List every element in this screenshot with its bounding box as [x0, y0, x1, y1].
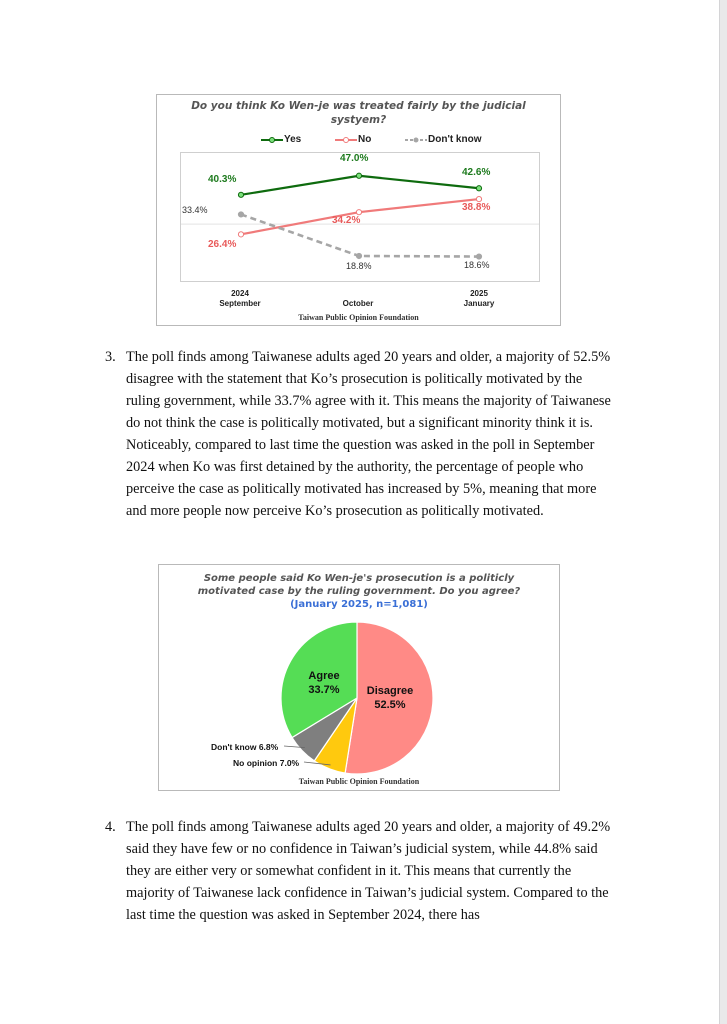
paragraph-3-number: 3. [105, 349, 116, 365]
data-label-dont-know-0: 33.4% [182, 205, 208, 216]
legend-no [335, 134, 371, 145]
pie-chart-subtitle: (January 2025, n=1,081) [290, 599, 428, 610]
pie-label-agree [299, 669, 349, 697]
legend-dont-know [405, 134, 481, 145]
pie-chart-title-line1: Some people said Ko Wen-je's prosecution is a politicly [203, 573, 515, 584]
point-dont-know-0 [238, 212, 243, 217]
line-chart-figure [156, 94, 561, 326]
pie-chart-source: Taiwan Public Opinion Foundation [298, 777, 420, 786]
pie-label-disagree [358, 684, 422, 712]
point-dont-know-2 [476, 254, 481, 259]
legend-no-marker [335, 136, 357, 144]
pie-label-disagree-value: 52.5% [374, 699, 406, 711]
line-chart-source: Taiwan Public Opinion Foundation [298, 313, 419, 322]
pie-label-no-opinion: No opinion 7.0% [233, 758, 300, 768]
pie-chart-figure [158, 564, 560, 791]
legend-yes [261, 134, 301, 145]
pie-chart-svg [159, 565, 559, 790]
point-dont-know-1 [356, 253, 361, 258]
x-label-month-september: September [219, 299, 261, 308]
data-label-no-0: 26.4% [208, 239, 237, 251]
paragraph-4-text: The poll finds among Taiwanese adults aged 20 years and older, a majority of 49.2% said they have few or no confidence in Taiwan’s judicial system, while 44.8% said they are either very or somewhat confident in it. This means that currently the majority of Taiwanese lack confidence in Taiwan’s judicial system. Compared to the last time the question was asked in September 2024, there has [126, 819, 611, 923]
x-label-month-october: October [342, 299, 374, 308]
paragraph-3 [105, 346, 615, 522]
x-label-2025-january [444, 289, 514, 309]
paragraph-4-number: 4. [105, 819, 116, 835]
pie-label-disagree-name: Disagree [366, 685, 414, 697]
data-label-yes-2: 42.6% [462, 167, 491, 179]
point-no-0 [238, 232, 243, 237]
data-label-dont-know-2: 18.6% [464, 259, 490, 270]
line-chart-title [157, 99, 560, 127]
legend-yes-marker [261, 136, 283, 144]
data-label-no-1: 34.2% [332, 215, 361, 227]
pie-chart-title-line2: motivated case by the ruling government. Do you agree? [197, 586, 521, 597]
data-label-yes-0: 40.3% [208, 173, 237, 185]
x-label-year-blank [323, 289, 393, 299]
data-label-yes-1: 47.0% [340, 152, 369, 164]
point-no-1 [356, 210, 361, 215]
legend-no-label: No [358, 134, 372, 145]
line-chart-title-line1: Do you think Ko Wen-je was treated fairly by the judicial [191, 100, 526, 112]
point-yes-0 [238, 192, 243, 197]
line-chart-title-line2: systyem? [330, 114, 387, 126]
x-label-month-january: January [463, 299, 495, 308]
paragraph-4 [105, 816, 615, 926]
data-label-no-2: 38.8% [462, 202, 491, 214]
point-no-2 [476, 196, 481, 201]
point-yes-1 [356, 173, 361, 178]
pie-label-dont-know: Don't know 6.8% [211, 742, 279, 752]
pie-label-agree-value: 33.7% [308, 684, 340, 696]
legend-dont-know-label: Don't know [428, 134, 482, 145]
legend-yes-label: Yes [284, 134, 302, 145]
x-label-2024-september [205, 289, 275, 309]
data-label-dont-know-1: 18.8% [346, 260, 372, 271]
x-label-year-2025: 2025 [470, 289, 488, 298]
legend-dont-know-marker [405, 136, 427, 144]
pie-label-agree-name: Agree [308, 670, 340, 682]
point-yes-2 [476, 186, 481, 191]
x-label-october [323, 289, 393, 309]
paragraph-3-text: The poll finds among Taiwanese adults aged 20 years and older, a majority of 52.5% disagree with the statement that Ko’s prosecution is politically motivated by the ruling government, while 33.7% agree with it. This means the majority of Taiwanese do not think the case is politically motivated, but a significant minority think it is. Noticeably, compared to last time the question was asked in the poll in September 2024 when Ko was first detained by the authority, the percentage of people who perceive the case as politically motivated has increased by 5%, meaning that more and more people now perceive Ko’s prosecution as politically motivated. [126, 349, 611, 519]
x-label-year-2024: 2024 [231, 289, 249, 298]
